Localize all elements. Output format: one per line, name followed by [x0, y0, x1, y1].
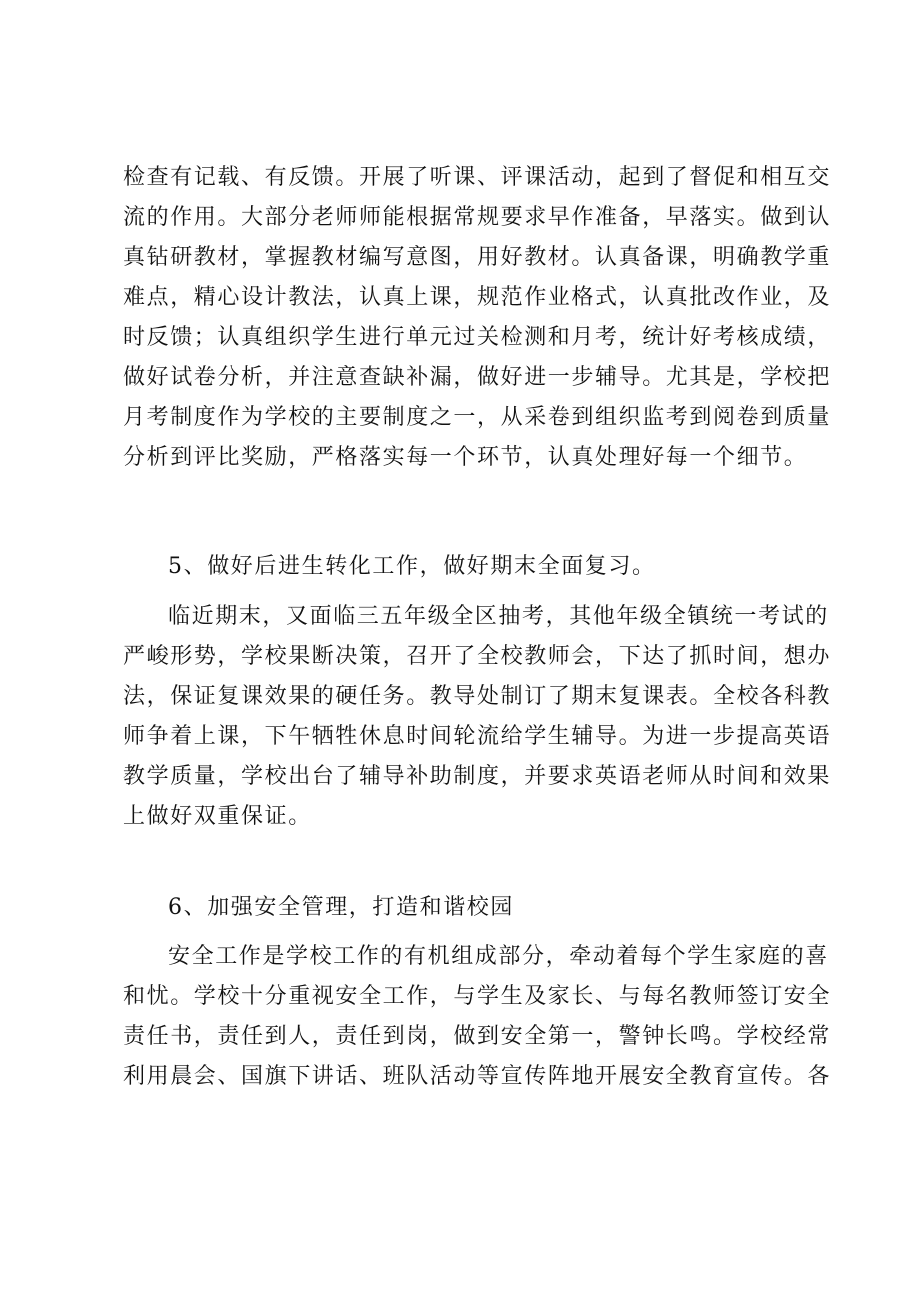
text-line-1: 检查有记载、有反馈。开展了听课、评课活动，起到了督促和相互交 — [123, 165, 832, 190]
text-line-12: 法，保证复课效果的硬任务。教导处制订了期末复课表。全校各科教 — [123, 684, 832, 709]
heading-5-text: 5、做好后进生转化工作，做好期末全面复习。 — [168, 554, 656, 579]
text-line-10: 临近期末，又面临三五年级全区抽考，其他年级全镇统一考试的 — [168, 604, 829, 629]
text-line-4: 难点，精心设计教法，认真上课，规范作业格式，认真批改作业，及 — [123, 285, 832, 310]
text-line-19: 责任书，责任到人，责任到岗，做到安全第一，警钟长鸣。学校经常 — [123, 1024, 832, 1049]
section-heading-6 — [123, 888, 823, 928]
body-text — [123, 158, 832, 478]
text-line-5: 时反馈；认真组织学生进行单元过关检测和月考，统计好考核成绩， — [123, 325, 832, 350]
heading-6-text: 6、加强安全管理，打造和谐校园 — [168, 895, 514, 920]
text-line-17: 安全工作是学校工作的有机组成部分，牵动着每个学生家庭的喜 — [168, 944, 829, 969]
text-line-11: 严峻形势，学校果断决策，召开了全校教师会，下达了抓时间，想办 — [123, 644, 832, 669]
text-line-6: 做好试卷分析，并注意查缺补漏，做好进一步辅导。尤其是，学校把 — [123, 365, 832, 390]
text-line-15: 上做好双重保证。 — [123, 804, 312, 829]
text-line-3: 真钻研教材，掌握教材编写意图，用好教材。认真备课，明确教学重 — [123, 245, 832, 270]
text-line-14: 教学质量，学校出台了辅导补助制度，并要求英语老师从时间和效果 — [123, 764, 832, 789]
paragraph-safety — [123, 937, 832, 1097]
text-line-13: 师争着上课，下午牺牲休息时间轮流给学生辅导。为进一步提高英语 — [123, 724, 832, 749]
text-line-7: 月考制度作为学校的主要制度之一，从采卷到组织监考到阅卷到质量 — [123, 405, 832, 430]
text-line-20: 利用晨会、国旗下讲话、班队活动等宣传阵地开展安全教育宣传。各 — [123, 1064, 832, 1089]
text-line-8: 分析到评比奖励，严格落实每一个环节，认真处理好每一个细节。 — [123, 445, 808, 470]
text-line-2: 流的作用。大部分老师师能根据常规要求早作准备，早落实。做到认 — [123, 205, 832, 230]
section-heading-5 — [123, 547, 823, 587]
text-line-18: 和忧。学校十分重视安全工作，与学生及家长、与每名教师签订安全 — [123, 984, 832, 1009]
paragraph-review — [123, 597, 832, 837]
